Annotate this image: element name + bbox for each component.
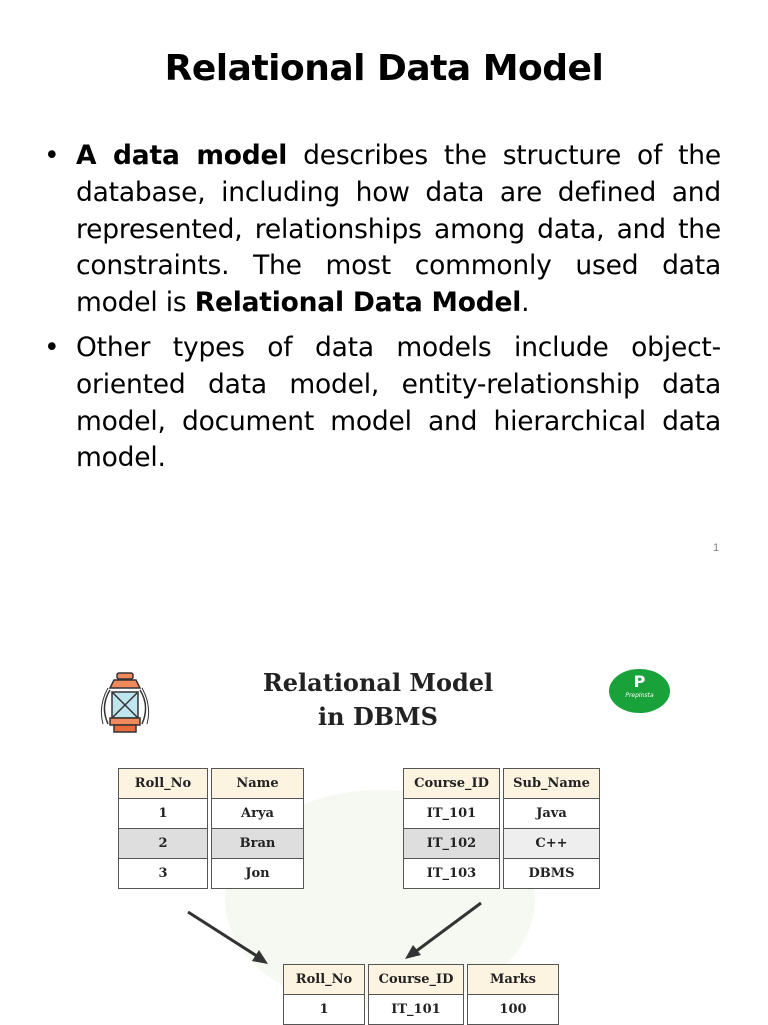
lantern-icon (101, 673, 148, 732)
table-header-row (118, 768, 304, 799)
marks-table (280, 964, 562, 1025)
table-cell: Arya (211, 799, 304, 829)
prepinsta-logo (609, 669, 670, 713)
table-cell: DBMS (503, 859, 600, 889)
table-row-highlighted (403, 829, 600, 859)
table-cell: 100 (467, 995, 559, 1025)
table-row (403, 859, 600, 889)
header-cell: Marks (467, 964, 559, 995)
table-row (283, 995, 559, 1025)
students-table (115, 768, 307, 889)
header-cell: Course_ID (368, 964, 464, 995)
table-row (118, 799, 304, 829)
table-cell: 2 (118, 829, 208, 859)
page-number: 1 (713, 542, 720, 554)
bullet-text: Other types of data models include object-oriented data model, entity-relationship data model, document model and hierarchical data model. (76, 331, 721, 474)
bold-term-relational: Relational Data Model (194, 287, 522, 319)
table-header-row (403, 768, 600, 799)
diagram-title-line1: Relational Model (262, 668, 494, 697)
header-cell: Course_ID (403, 768, 500, 799)
courses-table (400, 768, 603, 889)
bullet-text: describes the structure of the database, including how data are defined and represented, relationships among data, and the constraints. The most commonly used data model is (76, 140, 722, 319)
table-cell: IT_101 (368, 995, 464, 1025)
logo-subtext: PrepInsta (625, 692, 654, 699)
table-cell: Java (503, 799, 600, 829)
table-cell: 1 (118, 799, 208, 829)
header-cell: Name (211, 768, 304, 799)
table-header-row (283, 964, 559, 995)
header-cell: Roll_No (283, 964, 365, 995)
bullet-end: . (521, 287, 530, 319)
slide-title: Relational Data Model (164, 48, 604, 89)
table-cell: C++ (503, 829, 600, 859)
diagram-title (228, 666, 528, 734)
diagram-title-line2: in DBMS (318, 702, 438, 731)
logo-letter: P (633, 672, 646, 691)
bold-term-data-model: A data model (76, 140, 288, 171)
table-cell: IT_103 (403, 859, 500, 889)
table-cell: Bran (211, 829, 304, 859)
table-row (118, 859, 304, 889)
table-row (403, 799, 600, 829)
table-row-highlighted (118, 829, 304, 859)
header-cell: Roll_No (118, 768, 208, 799)
arrow-courses-to-marks (405, 903, 481, 959)
table-cell: 1 (283, 995, 365, 1025)
table-cell: Jon (211, 859, 304, 889)
bullet-dot: • (44, 140, 60, 171)
arrow-students-to-marks (188, 912, 268, 964)
bullet-dot: • (44, 331, 60, 363)
table-cell: IT_102 (403, 829, 500, 859)
table-cell: IT_101 (403, 799, 500, 829)
table-cell: 3 (118, 859, 208, 889)
header-cell: Sub_Name (503, 768, 600, 799)
